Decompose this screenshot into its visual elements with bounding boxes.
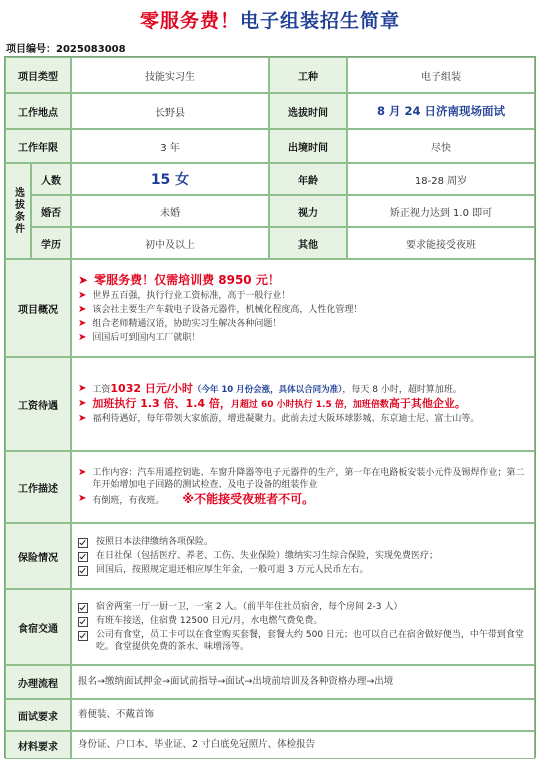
other-label: 其他 <box>269 227 347 259</box>
selection-time-label: 选拔时间 <box>269 93 347 129</box>
info-table <box>4 56 536 758</box>
interview-text: 着便装、不戴首饰 <box>78 709 155 720</box>
red-arrow-icon: ➤ <box>78 318 87 329</box>
salary-line-2: ➤ 加班执行 1.3 倍、1.4 倍，月超过 60 小时执行 1.5 倍，加班倍数高于其他企业。 <box>78 397 466 410</box>
red-arrow-icon: ➤ <box>78 398 87 409</box>
marital-value: 未婚 <box>71 195 269 227</box>
overview-headline: 零服务费！仅需培训费 8950 元！ <box>94 273 280 287</box>
materials-text: 身份证、户口本、毕业证、2 寸白底免冠照片、体检报告 <box>78 739 316 750</box>
departure-value: 尽快 <box>347 129 535 163</box>
red-arrow-icon: ➤ <box>78 304 87 315</box>
work-desc-label: 工作描述 <box>5 451 71 523</box>
project-number: 项目编号：2025083008 <box>6 44 126 55</box>
process-text: 报名→缴纳面试押金→面试前指导→面试→出境前培训及各种资格办理→出境 <box>78 676 394 687</box>
selection-conditions-label: 选拔条件 <box>5 163 31 259</box>
salary-label: 工资待遇 <box>5 357 71 451</box>
salary-content <box>71 357 535 451</box>
overview-label: 项目概况 <box>5 259 71 357</box>
title-main: 电子组装招生简章 <box>240 10 401 32</box>
housing-item: 有班车接送，住宿费 12500 日元/月，水电燃气费免费。 <box>78 615 322 627</box>
title-zero-fee: 零服务费！ <box>139 10 240 32</box>
overview-item: ➤ 回国后可到国内工厂就职！ <box>78 332 201 343</box>
page-title <box>0 6 540 33</box>
checkbox-icon <box>78 566 88 576</box>
housing-content <box>71 589 535 665</box>
insurance-label: 保险情况 <box>5 523 71 589</box>
headcount-value: 15 女 <box>71 163 269 195</box>
insurance-item: 回国后，按照规定退还相应厚生年金，一般可退 3 万元人民币左右。 <box>78 564 368 576</box>
education-value: 初中及以上 <box>71 227 269 259</box>
age-label: 年龄 <box>269 163 347 195</box>
red-arrow-icon: ➤ <box>78 467 87 478</box>
red-arrow-icon: ➤ <box>78 493 87 504</box>
checkbox-icon <box>78 603 88 613</box>
education-label: 学历 <box>31 227 71 259</box>
salary-line-3: ➤ 福利待遇好，每年带领大家旅游，增进凝聚力。此前去过大阪环球影城、东京迪士尼、富士山等。 <box>78 413 480 424</box>
location-value: 长野县 <box>71 93 269 129</box>
departure-label: 出境时间 <box>269 129 347 163</box>
vision-label: 视力 <box>269 195 347 227</box>
red-arrow-icon: ➤ <box>78 332 87 343</box>
checkbox-icon <box>78 552 88 562</box>
red-arrow-icon: ➤ <box>78 413 87 424</box>
red-arrow-icon: ➤ <box>78 273 89 287</box>
insurance-item: 在日社保（包括医疗、养老、工伤、失业保险）缴纳实习生综合保险，实现免费医疗； <box>78 550 438 562</box>
materials-content <box>71 731 535 759</box>
job-type-value: 技能实习生 <box>71 57 269 93</box>
location-label: 工作地点 <box>5 93 71 129</box>
other-value: 要求能接受夜班 <box>347 227 535 259</box>
headcount-label: 人数 <box>31 163 71 195</box>
selection-time-value: 8 月 24 日济南现场面试 <box>347 93 535 129</box>
overview-item: ➤ 该会社主要生产车载电子设备元器件，机械化程度高，人性化管理！ <box>78 304 363 315</box>
interview-content <box>71 699 535 731</box>
marital-label: 婚否 <box>31 195 71 227</box>
process-label: 办理流程 <box>5 665 71 699</box>
salary-line-1: ➤ 工资1032 日元/小时（今年 10 月份会涨，具体以合同为准），每天 8 小时，超时算加班。 <box>78 382 462 395</box>
housing-label: 食宿交通 <box>5 589 71 665</box>
housing-item: 公司有食堂，员工卡可以在食堂购买套餐，套餐大约 500 日元；也可以自己在宿舍做好便当，中午带到食堂吃。食堂提供免费的茶水、味增汤等。 <box>78 629 528 653</box>
work-desc-content <box>71 451 535 523</box>
trade-label: 工种 <box>269 57 347 93</box>
insurance-content <box>71 523 535 589</box>
overview-item: ➤ 组合老师精通汉语，协助实习生解决各种问题！ <box>78 318 282 329</box>
process-content <box>71 665 535 699</box>
red-arrow-icon: ➤ <box>78 290 87 301</box>
overview-headline-line <box>78 272 280 288</box>
work-desc-line-2: ➤ 有倒班，有夜班。 ※不能接受夜班者不可。 <box>78 492 315 506</box>
materials-label: 材料要求 <box>5 731 71 759</box>
vision-value: 矫正视力达到 1.0 即可 <box>347 195 535 227</box>
years-label: 工作年限 <box>5 129 71 163</box>
overview-content <box>71 259 535 357</box>
checkbox-icon <box>78 538 88 548</box>
checkbox-icon <box>78 617 88 627</box>
interview-label: 面试要求 <box>5 699 71 731</box>
trade-value: 电子组装 <box>347 57 535 93</box>
red-arrow-icon: ➤ <box>78 383 87 394</box>
years-value: 3 年 <box>71 129 269 163</box>
job-type-label: 项目类型 <box>5 57 71 93</box>
insurance-item: 按照日本法律缴纳各项保险。 <box>78 536 213 548</box>
age-value: 18-28 周岁 <box>347 163 535 195</box>
overview-item: ➤ 世界五百强，执行行业工资标准，高于一般行业！ <box>78 290 291 301</box>
housing-item: 宿舍两室一厅一厨一卫，一室 2 人。（前半年住社员宿舍，每个房间 2-3 人） <box>78 601 402 613</box>
checkbox-icon <box>78 631 88 641</box>
work-desc-line-1: ➤ 工作内容：汽车用遥控钥匙、车窗升降器等电子元器件的生产，第一年在电路板安装小元件及锡焊作业；第二年开始增加电子回路的测试检查、及电子设备的组装作业 <box>78 467 525 490</box>
